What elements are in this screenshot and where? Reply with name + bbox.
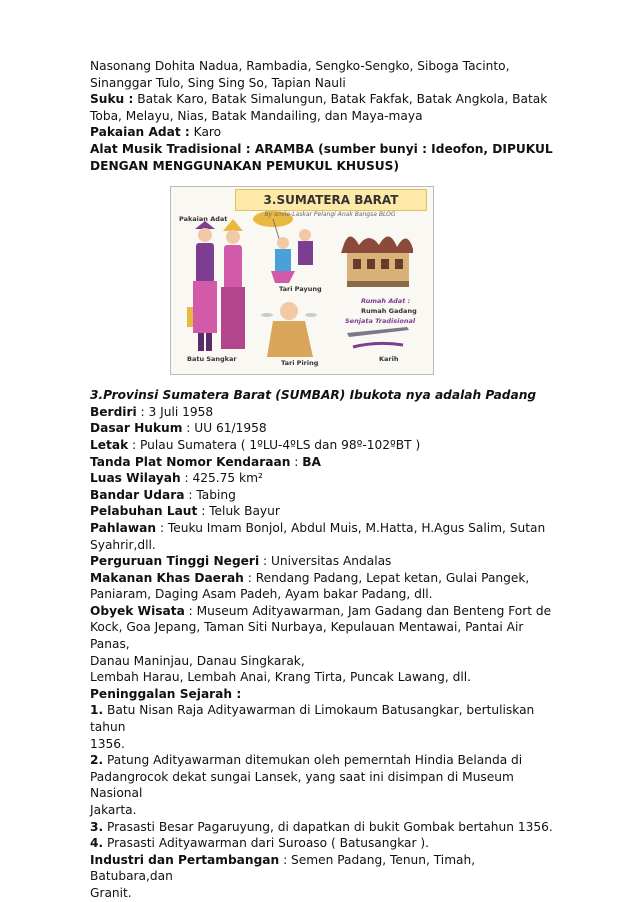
row-value: : Semen Padang, Tenun, Timah, Batubara,dan [90,852,476,884]
row-label: Industri dan Pertambangan [90,852,280,867]
row-label: Dasar Hukum [90,421,183,436]
info-row-pelabuhan [90,503,560,520]
text-line: Paniaram, Daging Asam Padeh, Ayam bakar Padang, dll. [90,587,433,602]
label-pakaian-adat: Pakaian Adat [179,215,228,224]
suku-label: Suku : [90,92,134,107]
text-line: Padangrocok dekat sungai Lansek, yang saat ini disimpan di Museum Nasional [90,769,514,801]
alat-musik-label-2: DENGAN MENGGUNAKAN PEMUKUL KHUSUS) [90,158,400,173]
row-value: : Rendang Padang, Lepat ketan, Gulai Pangek, [243,570,530,585]
peninggalan-item-4 [90,835,560,852]
alat-musik-line [90,141,560,158]
pakaian-label: Pakaian Adat : [90,125,190,140]
item-number: 3. [90,819,104,834]
info-row-plat [90,454,560,471]
peninggalan-heading [90,686,560,703]
alat-musik-line-2 [90,158,560,175]
peninggalan-item-3 [90,819,560,836]
suku-value: Batak Karo, Batak Simalungun, Batak Fakfak, Batak Angkola, Batak [133,92,548,107]
pakaian-line [90,124,560,141]
item-text: Patung Adityawarman ditemukan oleh pemerntah Hindia Belanda di [103,753,523,768]
item-number: 2. [90,753,104,768]
label-tari-payung: Tari Payung [279,285,322,294]
province-heading: 3.Provinsi Sumatera Barat (SUMBAR) Ibukota nya adalah Padang [90,388,537,403]
illustration-subtitle: By smile-Laskar Pelangi Anak Bangsa BLOG [264,211,396,219]
text-line: Granit. [90,885,132,900]
label-rumah-adat: Rumah Adat : [361,297,411,306]
info-row-berdiri [90,404,560,421]
text-line: Sinanggar Tulo, Sing Sing So, Tapian Nauli [90,75,346,90]
row-label: Bandar Udara [90,487,185,502]
row-label: Pahlawan [90,520,157,535]
row-value-bold: BA [302,454,321,469]
info-row-pahlawan [90,520,560,537]
text-line: Lembah Harau, Lembah Anai, Krang Tirta, Puncak Lawang, dll. [90,670,471,685]
row-label: Makanan Khas Daerah [90,570,244,585]
info-row-perguruan [90,553,560,570]
label-karih: Karih [379,355,399,364]
info-row-letak [90,437,560,454]
peninggalan-item-2 [90,752,560,769]
label-senjata-tradisional: Senjata Tradisional [345,317,416,326]
row-value: : UU 61/1958 [182,421,267,436]
text-line: Toba, Melayu, Nias, Batak Mandailing, dan Maya-maya [90,108,423,123]
text-line: Jakarta. [90,803,137,817]
item-text: Prasasti Besar Pagaruyung, di dapatkan di bukit Gombak bertahun 1356. [103,819,553,834]
text-line: 1356. [90,736,125,751]
label-batu-sangkar: Batu Sangkar [187,355,237,364]
row-label: Perguruan Tinggi Negeri [90,554,260,569]
alat-musik-label: Alat Musik Tradisional : ARAMBA (sumber bunyi : Ideofon, DIPUKUL [90,141,553,156]
row-label: Pelabuhan Laut [90,504,198,519]
info-row-luas [90,470,560,487]
text-line: Kock, Goa Jepang, Taman Siti Nurbaya, Kepulauan Mentawai, Pantai Air Panas, [90,620,524,652]
info-row-wisata [90,603,560,620]
row-value: : [290,454,303,469]
row-value: : Pulau Sumatera ( 1ºLU-4ºLS dan 98º-102ºBT ) [128,437,421,452]
info-row-industri [90,852,560,885]
item-text: Prasasti Adityawarman dari Suroaso ( Batusangkar ). [103,836,430,851]
pakaian-value: Karo [189,125,222,140]
label-tari-piring: Tari Piring [281,359,319,368]
illustration-title: 3.SUMATERA BARAT [235,189,427,211]
document-page [90,58,560,902]
item-number: 4. [90,836,104,851]
row-label: Luas Wilayah [90,471,181,486]
row-value: : 3 Juli 1958 [136,404,214,419]
sumatera-barat-illustration [170,186,434,375]
row-value: : Universitas Andalas [259,554,392,569]
row-label: Letak [90,437,129,452]
row-value: : Teuku Imam Bonjol, Abdul Muis, M.Hatta, H.Agus Salim, Sutan [156,520,546,535]
text-line: Danau Maninjau, Danau Singkarak, [90,653,305,668]
rumah-gadang-drawing [341,237,413,288]
suku-line [90,91,560,108]
text-line: Syahrir,dll. [90,537,156,552]
text-line: Nasonang Dohita Nadua, Rambadia, Sengko-Sengko, Siboga Tacinto, [90,59,510,73]
row-value: : Tabing [184,487,236,502]
info-row-dasar-hukum [90,420,560,437]
label-rumah-gadang: Rumah Gadang [361,307,417,316]
info-row-bandara [90,487,560,504]
row-value: : Museum Adityawarman, Jam Gadang dan Benteng Fort de [184,603,552,618]
row-label: Obyek Wisata [90,603,185,618]
peninggalan-item-1 [90,702,560,735]
row-label: Berdiri [90,404,137,419]
row-label: Tanda Plat Nomor Kendaraan [90,454,291,469]
item-number: 1. [90,703,104,718]
item-text: Batu Nisan Raja Adityawarman di Limokaum Batusangkar, bertuliskan tahun [90,703,535,735]
row-value: : 425.75 km² [180,471,263,486]
row-label: Peninggalan Sejarah : [90,686,242,701]
row-value: : Teluk Bayur [197,504,280,519]
info-row-makanan [90,570,560,587]
